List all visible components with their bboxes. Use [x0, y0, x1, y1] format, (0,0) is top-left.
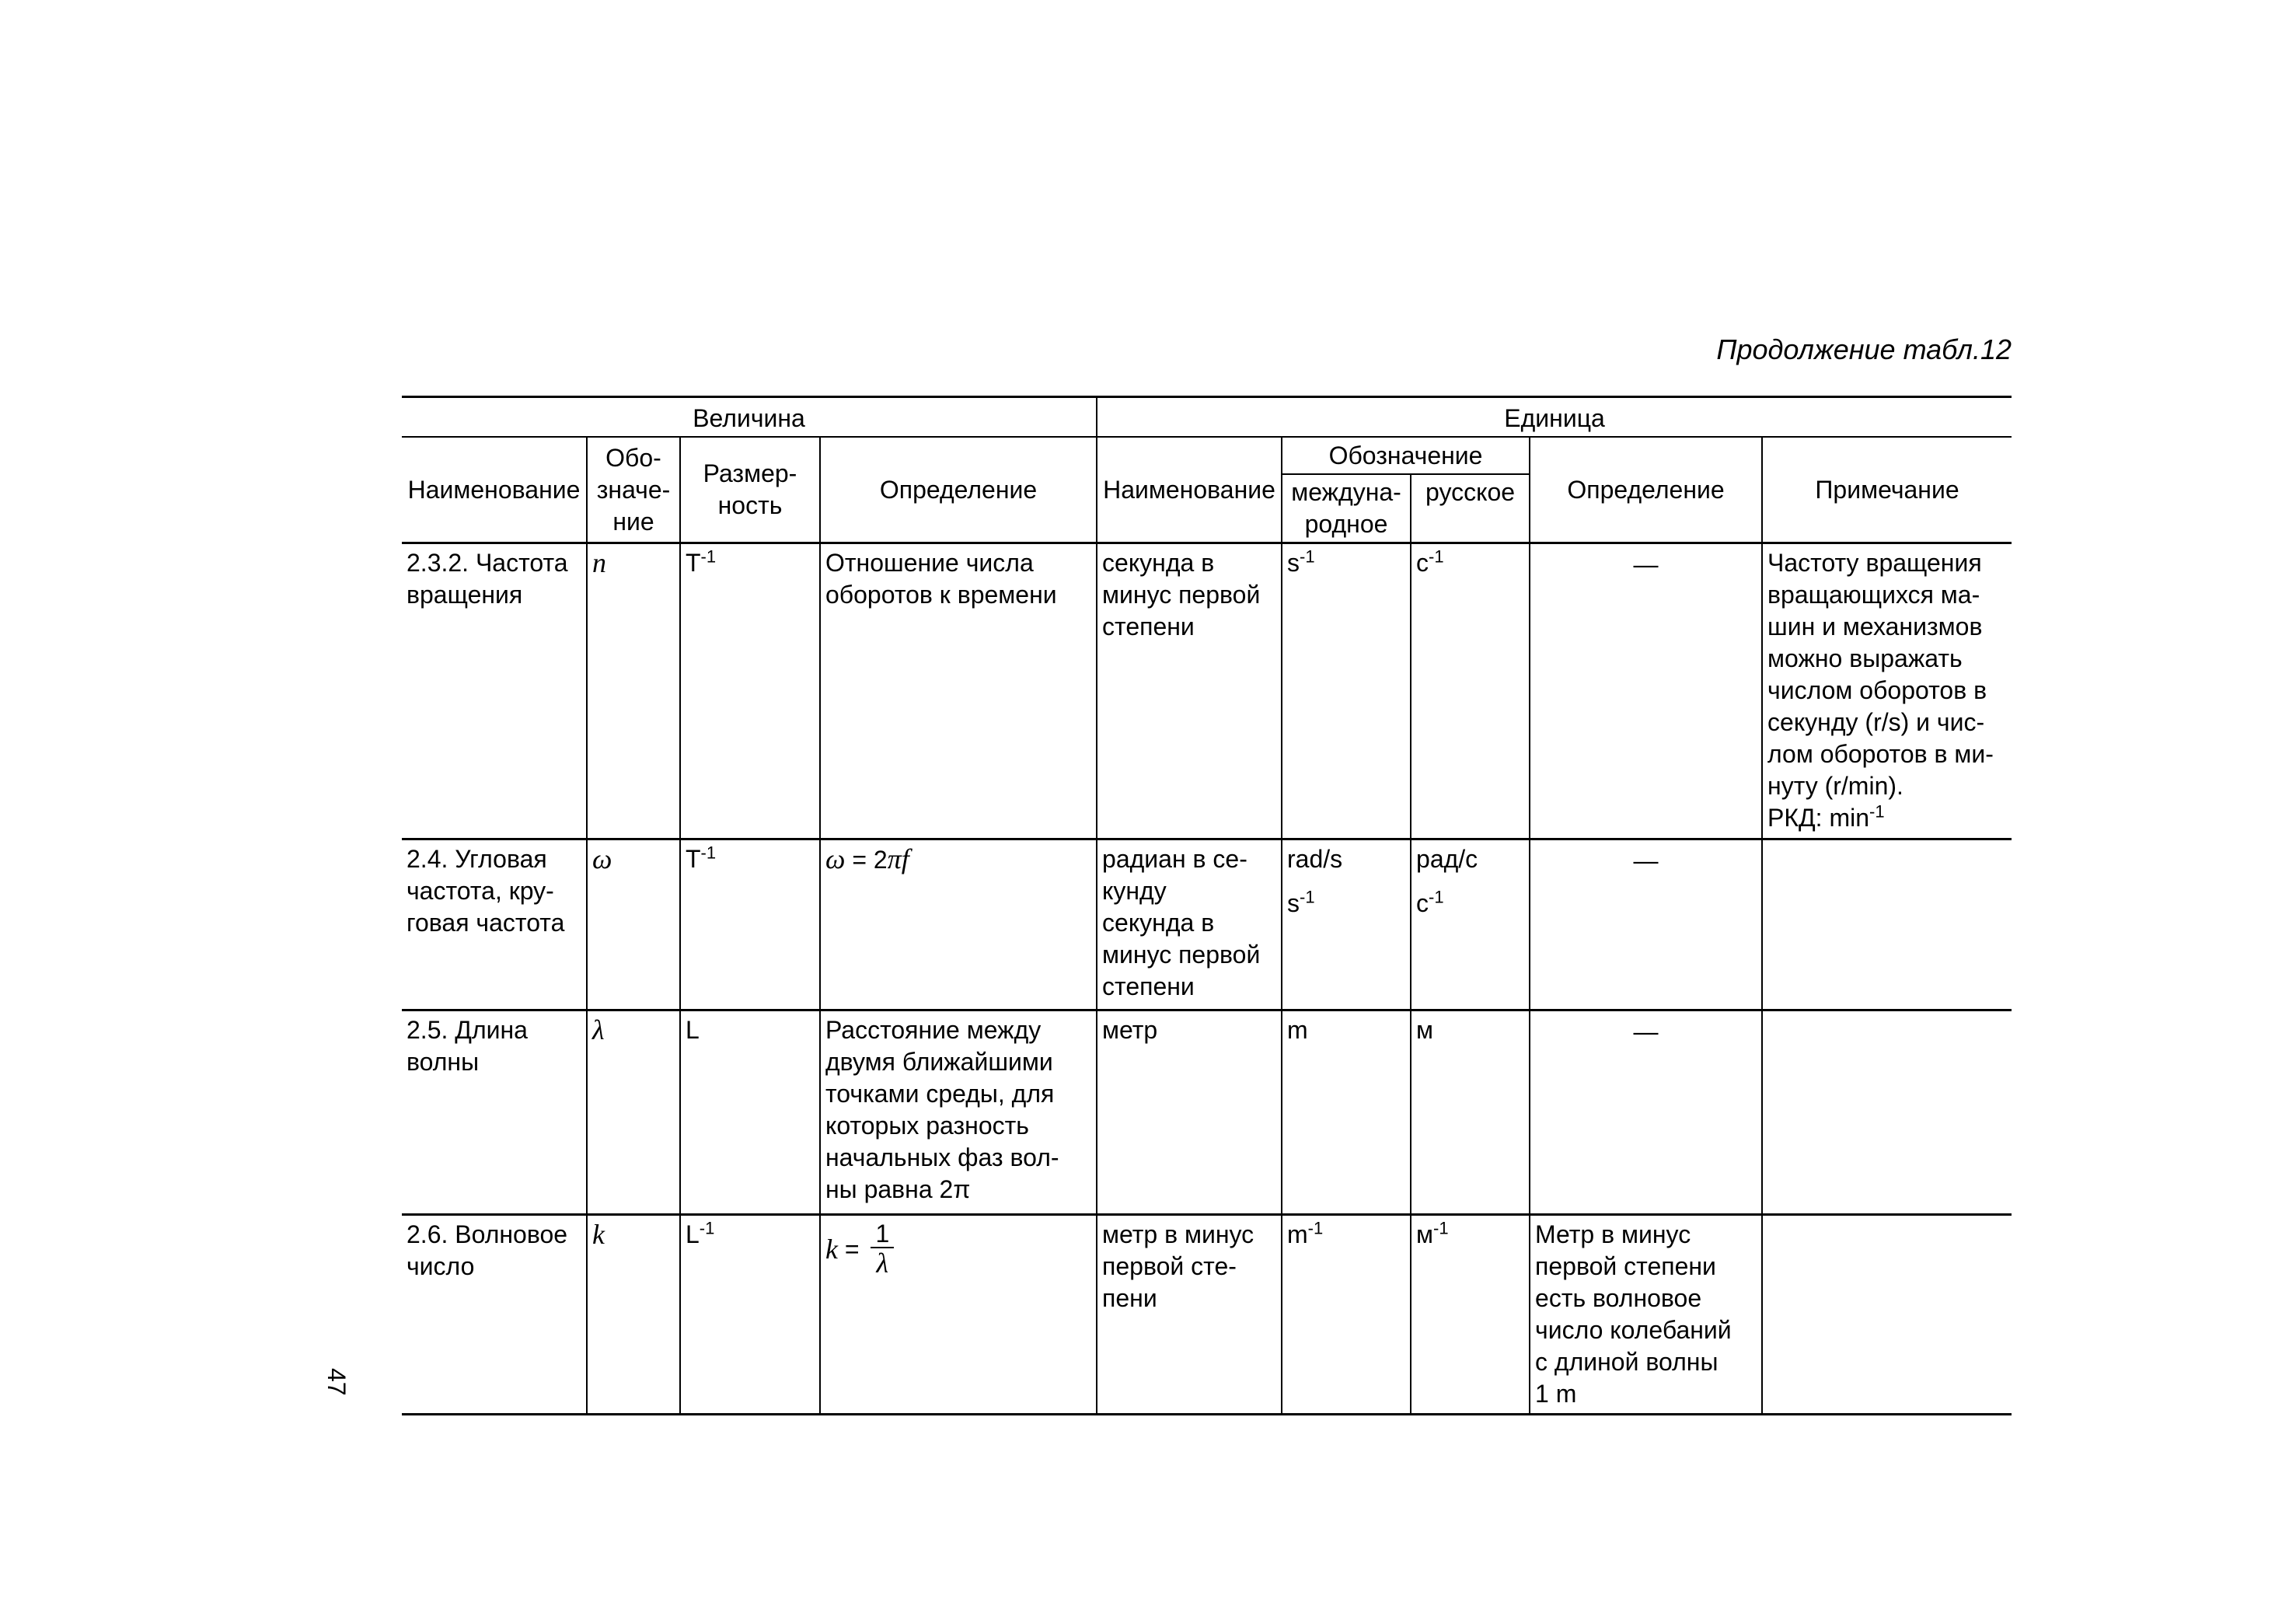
- table-row: [402, 839, 2012, 1010]
- header-international-line: междуна-: [1291, 478, 1401, 506]
- header-symbol-line: Обо-: [605, 443, 661, 472]
- unit-group-header: Единица: [1097, 397, 2012, 438]
- cell-dimension: [680, 1215, 820, 1415]
- cell-name: [402, 839, 587, 1010]
- unit-base: м: [1416, 1220, 1434, 1248]
- cell-name: [402, 1215, 587, 1415]
- header-unit-definition: Определение: [1530, 437, 1762, 543]
- cell-name: [402, 1010, 587, 1215]
- cell-international: [1282, 543, 1411, 839]
- table-caption: Продолжение табл.12: [1716, 333, 2012, 365]
- text-line: число колебаний: [1535, 1316, 1732, 1344]
- text-line: минус первой: [1102, 941, 1261, 969]
- cell-symbol: [587, 1010, 680, 1215]
- page-number: 47: [323, 1368, 351, 1396]
- fraction-numerator: 1: [871, 1220, 894, 1248]
- header-note: Примечание: [1762, 437, 2012, 543]
- text-line: первой степени: [1535, 1252, 1716, 1280]
- unit-base: m: [1287, 1220, 1308, 1248]
- text-line: 2.6. Волновое: [407, 1220, 568, 1248]
- dimension-exponent: -1: [699, 1218, 715, 1238]
- cell-definition: [820, 1010, 1097, 1215]
- header-international-line: родное: [1304, 510, 1388, 538]
- cell-definition: [820, 543, 1097, 839]
- text-line: метр в минус: [1102, 1220, 1254, 1248]
- header-dimension-line: ность: [717, 491, 783, 519]
- table-row: [402, 1215, 2012, 1415]
- unit-exponent: -1: [1300, 546, 1315, 567]
- dimension-exponent: -1: [700, 546, 717, 567]
- header-dimension: [680, 437, 820, 543]
- cell-definition: [820, 839, 1097, 1010]
- header-unit-name: Наименование: [1097, 437, 1282, 543]
- text-line: шин и механизмов: [1767, 613, 1983, 640]
- dash: —: [1633, 846, 1659, 874]
- quantity-group-header: Величина: [402, 397, 1097, 438]
- formula-lhs: k: [825, 1233, 838, 1265]
- cell-symbol: [587, 543, 680, 839]
- text-line: ны равна 2π: [825, 1175, 971, 1203]
- header-symbol-line: значе-: [596, 475, 671, 504]
- cell-russian: [1411, 1215, 1530, 1415]
- text-line: 2.3.2. Частота: [407, 549, 568, 577]
- cell-unit-name: [1097, 1010, 1282, 1215]
- cell-unit-name: [1097, 543, 1282, 839]
- unit-base: с: [1416, 889, 1429, 917]
- text-line: степени: [1102, 613, 1195, 640]
- cell-international: [1282, 1215, 1411, 1415]
- text-line: двумя ближайшими: [825, 1048, 1053, 1076]
- header-unit-designation: Обозначение: [1282, 437, 1530, 474]
- symbol-text: n: [592, 547, 606, 578]
- quantities-table: [402, 396, 2012, 1415]
- table-row: [402, 1010, 2012, 1215]
- text-line: метр: [1102, 1016, 1158, 1044]
- text-line: 1 m: [1535, 1380, 1577, 1408]
- formula-f: f: [901, 843, 909, 874]
- text-line: 2.4. Угловая: [407, 845, 547, 873]
- cell-international: m: [1282, 1010, 1411, 1215]
- text-line: лом оборотов в ми-: [1767, 740, 1994, 768]
- cell-note: [1762, 543, 2012, 839]
- cell-russian: [1411, 543, 1530, 839]
- cell-dimension: L: [680, 1010, 820, 1215]
- unit-text: rad/s: [1287, 845, 1343, 873]
- header-symbol: [587, 437, 680, 543]
- text-line: радиан в се-: [1102, 845, 1247, 873]
- cell-russian: [1411, 839, 1530, 1010]
- header-international: [1282, 474, 1411, 543]
- text-line: вращения: [407, 581, 523, 609]
- header-group-row: [402, 397, 2012, 438]
- formula-fraction: [871, 1220, 894, 1278]
- text-line: оборотов к времени: [825, 581, 1057, 609]
- cell-unit-definition: [1530, 1215, 1762, 1415]
- wavenumber-formula: [825, 1220, 894, 1278]
- text-line: степени: [1102, 972, 1195, 1000]
- text-line: числом оборотов в: [1767, 676, 1987, 704]
- text-line: с длиной волны: [1535, 1348, 1719, 1376]
- text-line: начальных фаз вол-: [825, 1143, 1059, 1171]
- unit-text: [1416, 888, 1524, 920]
- text-line: минус первой: [1102, 581, 1261, 609]
- header-dimension-line: Размер-: [703, 459, 797, 487]
- text-line: число: [407, 1252, 475, 1280]
- cell-unit-definition: [1530, 543, 1762, 839]
- unit-exponent: -1: [1869, 801, 1885, 822]
- unit-exponent: -1: [1307, 1218, 1324, 1238]
- text-line: говая частота: [407, 909, 565, 937]
- text-line: Частоту вращения: [1767, 549, 1982, 577]
- header-definition: Определение: [820, 437, 1097, 543]
- unit-exponent: -1: [1300, 887, 1315, 907]
- text-line: нуту (r/min).: [1767, 772, 1903, 800]
- cell-unit-name: [1097, 1215, 1282, 1415]
- text-line: есть волновое: [1535, 1284, 1702, 1312]
- text-line: Расстояние между: [825, 1016, 1042, 1044]
- cell-symbol: [587, 1215, 680, 1415]
- formula-pi: π: [887, 843, 902, 874]
- symbol-text: k: [592, 1219, 605, 1250]
- unit-base: с: [1416, 549, 1429, 577]
- note-rkd: РКД: min: [1767, 804, 1870, 832]
- text-line: вращающихся ма-: [1767, 581, 1980, 609]
- cell-unit-definition: [1530, 1010, 1762, 1215]
- spacer: [1416, 875, 1524, 888]
- dimension-base: T: [686, 549, 701, 577]
- symbol-text: ω: [592, 843, 612, 874]
- text-line: можно выражать: [1767, 644, 1963, 672]
- text-line: 2.5. Длина: [407, 1016, 528, 1044]
- cell-unit-definition: [1530, 839, 1762, 1010]
- text-line: секунда в: [1102, 549, 1215, 577]
- unit-exponent: -1: [1433, 1218, 1449, 1238]
- unit-base: s: [1287, 549, 1300, 577]
- cell-international: [1282, 839, 1411, 1010]
- text-line: кунду: [1102, 877, 1167, 905]
- header-name: Наименование: [402, 437, 587, 543]
- cell-note: [1762, 1215, 2012, 1415]
- cell-symbol: [587, 839, 680, 1010]
- cell-dimension: [680, 543, 820, 839]
- unit-text: рад/с: [1416, 845, 1478, 873]
- text-line: [1767, 802, 2007, 834]
- cell-dimension: [680, 839, 820, 1010]
- unit-exponent: -1: [1429, 887, 1444, 907]
- text-line: секунду (r/s) и чис-: [1767, 708, 1985, 736]
- formula-symbol: ω: [825, 843, 846, 874]
- cell-note: [1762, 839, 2012, 1010]
- table-row: [402, 543, 2012, 839]
- text-line: первой сте-: [1102, 1252, 1237, 1280]
- header-russian: русское: [1411, 474, 1530, 543]
- dimension-base: L: [686, 1220, 700, 1248]
- text-line: точками среды, для: [825, 1080, 1055, 1108]
- text-line: секунда в: [1102, 909, 1215, 937]
- symbol-text: λ: [592, 1014, 605, 1045]
- dimension-exponent: -1: [700, 843, 717, 863]
- dash: —: [1633, 1017, 1659, 1045]
- cell-note: [1762, 1010, 2012, 1215]
- text-line: Метр в минус: [1535, 1220, 1691, 1248]
- cell-russian: м: [1411, 1010, 1530, 1215]
- text-line: Отношение числа: [825, 549, 1034, 577]
- fraction-denominator: λ: [876, 1248, 889, 1279]
- formula-equals: =: [837, 1234, 867, 1263]
- text-line: волны: [407, 1048, 480, 1076]
- text-line: частота, кру-: [407, 877, 554, 905]
- cell-unit-name: [1097, 839, 1282, 1010]
- cell-name: [402, 543, 587, 839]
- unit-exponent: -1: [1429, 546, 1444, 567]
- text-line: которых разность: [825, 1112, 1029, 1140]
- unit-text: [1287, 888, 1405, 920]
- unit-base: s: [1287, 889, 1300, 917]
- spacer: [1287, 875, 1405, 888]
- formula-text: = 2: [845, 846, 888, 874]
- dimension-base: T: [686, 845, 701, 873]
- cell-definition: [820, 1215, 1097, 1415]
- header-row-1: [402, 437, 2012, 474]
- header-symbol-line: ние: [612, 507, 654, 536]
- dash: —: [1633, 550, 1659, 578]
- text-line: пени: [1102, 1284, 1157, 1312]
